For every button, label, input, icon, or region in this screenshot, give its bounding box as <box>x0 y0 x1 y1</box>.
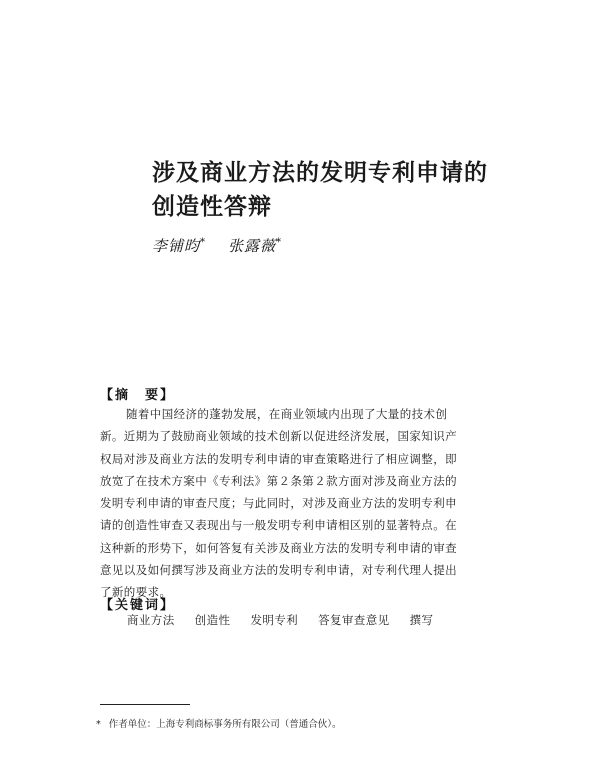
abstract-heading: 【摘 要】 <box>100 388 176 403</box>
footnote-mark: * <box>96 719 101 730</box>
abstract-line: 权局对涉及商业方法的发明专利申请的审查策略进行了相应调整，即 <box>100 451 457 466</box>
abstract-line: 随着中国经济的蓬勃发展，在商业领域内出现了大量的技术创 <box>126 407 448 421</box>
keywords-list <box>127 612 449 628</box>
abstract-line: 意见以及如何撰写涉及商业方法的发明专利申请，对专利代理人提出 <box>100 563 457 578</box>
footnote-text: 作者单位：上海专利商标事务所有限公司（普通合伙）。 <box>108 719 342 730</box>
author-name: 李铺昀 <box>152 237 201 255</box>
abstract-line: 放宽了在技术方案中《专利法》第２条第２款方面对涉及商业方法的 <box>100 473 457 488</box>
article-title <box>152 156 492 224</box>
author-footnote-mark: * <box>276 237 283 248</box>
keyword: 撰写 <box>409 613 434 627</box>
author-footnote-mark: * <box>200 237 207 248</box>
keyword: 商业方法 <box>127 613 175 627</box>
author-line <box>152 235 282 256</box>
footnote <box>96 716 342 730</box>
author-name: 张露薇 <box>228 237 277 255</box>
abstract-line: 请的创造性审查又表现出与一般发明专利申请相区别的显著特点。在 <box>100 518 457 533</box>
abstract-line: 发明专利申请的审查尺度；与此同时，对涉及商业方法的发明专利申 <box>100 496 457 511</box>
article-title-line-1: 涉及商业方法的发明专利申请的 <box>152 160 488 186</box>
abstract-body <box>100 403 502 604</box>
abstract-line: 这种新的形势下，如何答复有关涉及商业方法的发明专利申请的审查 <box>100 540 457 555</box>
keyword: 发明专利 <box>250 613 299 627</box>
keywords-heading: 【关键词】 <box>100 598 176 613</box>
footnote-divider <box>100 704 190 705</box>
abstract-line: 了新的要求。 <box>100 585 172 600</box>
keyword: 答复审查意见 <box>318 613 390 627</box>
article-title-line-2: 创造性答辩 <box>152 194 272 220</box>
abstract-line: 新。近期为了鼓励商业领域的技术创新以促进经济发展，国家知识产 <box>100 429 457 444</box>
keyword: 创造性 <box>194 613 231 627</box>
